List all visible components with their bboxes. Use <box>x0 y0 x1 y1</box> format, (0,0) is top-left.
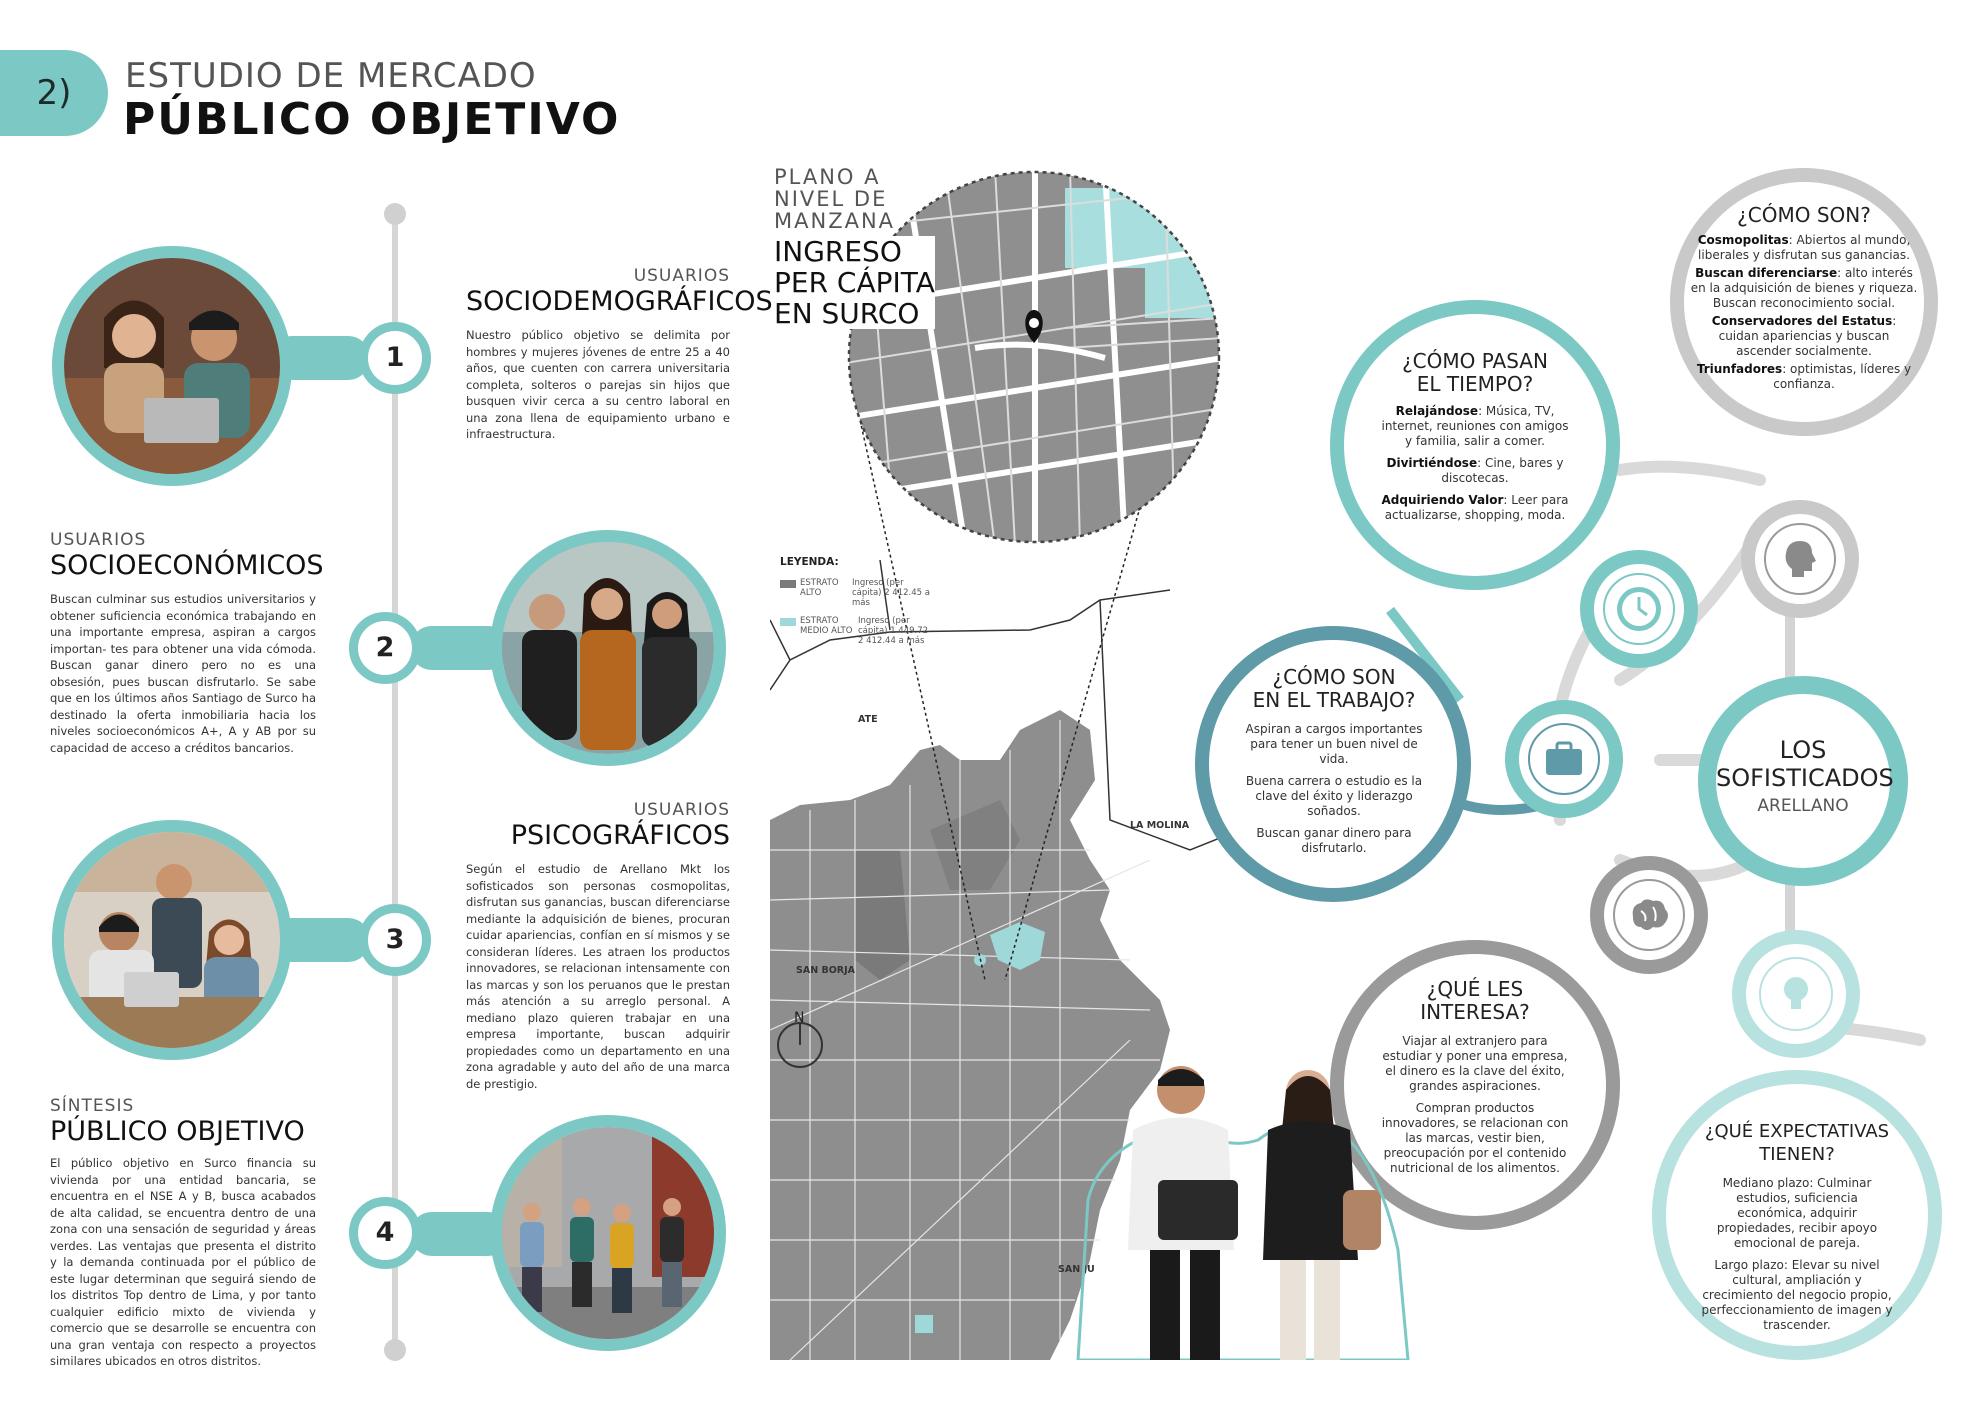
map-title-line: NIVEL DE <box>774 187 888 211</box>
map-title-small <box>774 166 895 232</box>
bubble-expectativas-content <box>1700 1120 1894 1340</box>
bubble-title-line: ¿CÓMO PASAN <box>1402 349 1548 373</box>
bubble-title-line: TIENEN? <box>1759 1144 1835 1165</box>
center-node <box>1698 676 1908 886</box>
bubble-title <box>1245 666 1423 712</box>
list-item: Aspiran a cargos importantes para tener un buen nivel de vida. <box>1245 722 1423 766</box>
item-term: Triunfadores <box>1696 362 1783 376</box>
section-heading: SOCIODEMOGRÁFICOS <box>466 286 773 317</box>
district-label-ate: ATE <box>858 714 878 725</box>
step-number-1: 1 <box>359 322 431 394</box>
map-title-line: PER CÁPITA <box>774 266 935 299</box>
section-text: El público objetivo en Surco financia su vivienda por una entidad bancaria, se encuentra en el NSE A y B, busca acabados de alta calidad, se encuentra dentro de una zona con una sensación de seguridad y áreas verdes. Las ventajas que presenta el distrito y la demanda continuada por el público de este lugar determinan que seguirá siendo de los distritos Top dentro de Lima, y por tanto cualquier edificio mixto de vivienda y comercio que se desarrolle se encuentra con una gran ventaja con respecto a proyectos similares ubicados en otros distritos. <box>50 1156 316 1368</box>
item-text: : optimistas, líderes y confianza. <box>1773 362 1912 391</box>
map-legend <box>780 556 960 646</box>
legend-desc: Ingreso (per cápita) 1 449.72 - 2 412.44 a más <box>858 616 934 646</box>
center-title-line1: LOS <box>1779 736 1827 764</box>
list-item: Mediano plazo: Culminar estudios, suficiencia económica, adquirir propiedades, recibir apoyo emocional de pareja. <box>1716 1176 1878 1250</box>
bubble-list <box>1700 1176 1894 1333</box>
bubble-list <box>1245 722 1423 856</box>
list-item <box>1380 404 1570 449</box>
bubble-como-son-content <box>1690 204 1918 399</box>
section-kicker: USUARIOS <box>633 800 730 820</box>
list-item <box>1690 266 1918 311</box>
lightbulb-icon <box>1759 957 1833 1031</box>
bubble-title-line: ¿CÓMO SON <box>1272 665 1396 689</box>
bubble-trabajo-content <box>1245 666 1423 863</box>
bubble-title-line: EN EL TRABAJO? <box>1252 688 1416 712</box>
step-number-3: 3 <box>359 904 431 976</box>
list-item: Viajar al extranjero para estudiar y poner una empresa, el dinero es la clave del éxito, grandes aspiraciones. <box>1382 1034 1568 1093</box>
section-psicograficos <box>466 800 730 1092</box>
brain-icon <box>1613 879 1685 951</box>
section-kicker: SÍNTESIS <box>50 1096 135 1116</box>
section-number-tab <box>0 50 108 136</box>
step-number-2: 2 <box>349 612 421 684</box>
bubble-title-line: ¿QUÉ EXPECTATIVAS <box>1704 1121 1890 1142</box>
bubble-title-line: INTERESA? <box>1420 1000 1530 1024</box>
legend-item <box>780 616 960 646</box>
center-subtitle: ARELLANO <box>1757 796 1849 816</box>
list-item <box>1380 493 1570 523</box>
bubble-title <box>1700 1120 1894 1166</box>
section-heading: PÚBLICO OBJETIVO <box>50 1116 305 1147</box>
item-text: : cuidan apariencias y buscan ascender socialmente. <box>1718 314 1897 358</box>
list-item <box>1690 233 1918 263</box>
block-level-map <box>845 168 1223 546</box>
bubble-title <box>1380 350 1570 396</box>
section-text: Según el estudio de Arellano Mkt los sofisticados son personas cosmopolitas, disfrutan sus ganancias, buscan diferenciarse mediante la adquisición de bienes, procuran cuidar apariencias, confían en sí mismos y se consideran líderes. Les atraen los productos innovadores, se relacionan intensamente con las marcas y son los peruanos que le prestan más atención a su arreglo personal. A mediano plazo quieren trabajar en una empresa importante, buscan adquirir propiedades como un departamento en una zona agradable y auto del año de una marca de prestigio. <box>466 862 730 1091</box>
page-kicker: ESTUDIO DE MERCADO <box>125 56 537 96</box>
timeline-top-dot <box>384 203 406 225</box>
legend-label: ESTRATO ALTO <box>800 578 839 598</box>
item-text: : Música, TV, internet, reuniones con amigos y familia, salir a comer. <box>1381 404 1569 448</box>
item-term: Adquiriendo Valor <box>1381 493 1504 507</box>
list-item <box>1380 456 1570 486</box>
map-title-line: PLANO A <box>774 165 881 189</box>
head-icon <box>1764 523 1836 595</box>
section-kicker: USUARIOS <box>633 266 730 286</box>
clock-icon <box>1603 573 1675 645</box>
legend-desc: Ingreso (per cápita) 2 412.45 a más <box>852 578 930 608</box>
north-label: N <box>794 1010 805 1026</box>
bubble-title-line: EL TIEMPO? <box>1416 372 1534 396</box>
legend-title: LEYENDA: <box>780 556 839 568</box>
item-text: : alto interés en la adquisición de bienes y riqueza. Buscan reconocimiento social. <box>1690 266 1918 310</box>
list-item: Buena carrera o estudio es la clave del éxito y liderazgo soñados. <box>1245 774 1423 818</box>
photo-team-laptop <box>52 820 292 1060</box>
item-term: Divirtiéndose <box>1386 456 1478 470</box>
section-text: Nuestro público objetivo se delimita por hombres y mujeres jóvenes de entre 25 a 40 años, que cuenten con carrera universitaria completa, solteros o parejas sin hijos que busquen vivir cerca a su centro laboral en una zona llena de equipamiento urbano e infraestructura. <box>466 328 730 441</box>
district-label-san-juan: SAN JU <box>1058 1264 1095 1275</box>
step-number-4: 4 <box>349 1197 421 1269</box>
section-sintesis <box>50 1096 316 1370</box>
map-title-line: EN SURCO <box>774 297 920 330</box>
map-title-big <box>774 236 935 329</box>
item-term: Conservadores del Estatus <box>1711 314 1893 328</box>
bubble-title <box>1378 978 1572 1024</box>
photo-couple-walking <box>1058 1050 1428 1360</box>
district-label-la-molina: LA MOLINA <box>1130 820 1190 831</box>
item-text: : Leer para actualizarse, shopping, moda. <box>1384 493 1569 522</box>
section-socioeconomicos <box>50 530 324 756</box>
item-term: Buscan diferenciarse <box>1695 266 1838 280</box>
bubble-title: ¿CÓMO SON? <box>1737 203 1871 227</box>
item-text: : Cine, bares y discotecas. <box>1441 456 1564 485</box>
bubble-list <box>1380 404 1570 523</box>
bubble-list <box>1690 233 1918 392</box>
section-heading: PSICOGRÁFICOS <box>510 820 730 851</box>
map-title-line: INGRESO <box>774 235 902 268</box>
legend-item <box>780 578 960 608</box>
legend-swatch <box>780 580 796 588</box>
map-title-line: MANZANA <box>774 209 896 233</box>
list-item <box>1690 362 1918 392</box>
photo-friends-walking <box>490 1115 726 1351</box>
legend-label: ESTRATO MEDIO ALTO <box>800 616 853 636</box>
list-item: Compran productos innovadores, se relacionan con las marcas, vestir bien, preocupación por el contenido nutricional de los alimentos. <box>1381 1101 1569 1175</box>
page-title: PÚBLICO OBJETIVO <box>123 94 621 145</box>
list-item: Buscan ganar dinero para disfrutarlo. <box>1256 826 1412 855</box>
bubble-tiempo-content <box>1380 350 1570 530</box>
item-term: Cosmopolitas <box>1697 233 1789 247</box>
section-text: Buscan culminar sus estudios universitarios y obtener suficiencia económica trabajando en una importante empresa, aspiran a cargos importan- tes para obtener una vida cómoda. Buscan ganar dinero pero no es una obsesión, pues buscan disfrutarlo. Se sabe que en los últimos años Santiago de Surco ha destinado la oferta inmobiliaria hacia los niveles socioeconómicos A+, A y AB por su capacidad de acceso a créditos bancarios. <box>50 592 316 755</box>
list-item <box>1690 314 1918 359</box>
district-label-san-borja: SAN BORJA <box>796 965 855 976</box>
section-sociodemograficos <box>466 266 773 443</box>
bubble-title-line: ¿QUÉ LES <box>1426 977 1524 1001</box>
section-number: 2) <box>36 73 72 113</box>
list-item: Largo plazo: Elevar su nivel cultural, ampliación y crecimiento del negocio propio, perfeccionamiento de imagen y trascender. <box>1701 1258 1893 1332</box>
section-kicker: USUARIOS <box>50 530 147 550</box>
photo-friends-laughing <box>490 530 726 766</box>
section-heading: SOCIOECONÓMICOS <box>50 550 324 581</box>
center-title-line2: SOFISTICADOS <box>1716 764 1894 792</box>
timeline-bottom-dot <box>384 1339 406 1361</box>
item-term: Relajándose <box>1395 404 1479 418</box>
item-text: : Abiertos al mundo, liberales y disfrutan sus ganancias. <box>1698 233 1911 262</box>
briefcase-icon <box>1528 723 1600 795</box>
photo-friends-laptop <box>52 246 292 486</box>
legend-swatch <box>780 618 796 626</box>
